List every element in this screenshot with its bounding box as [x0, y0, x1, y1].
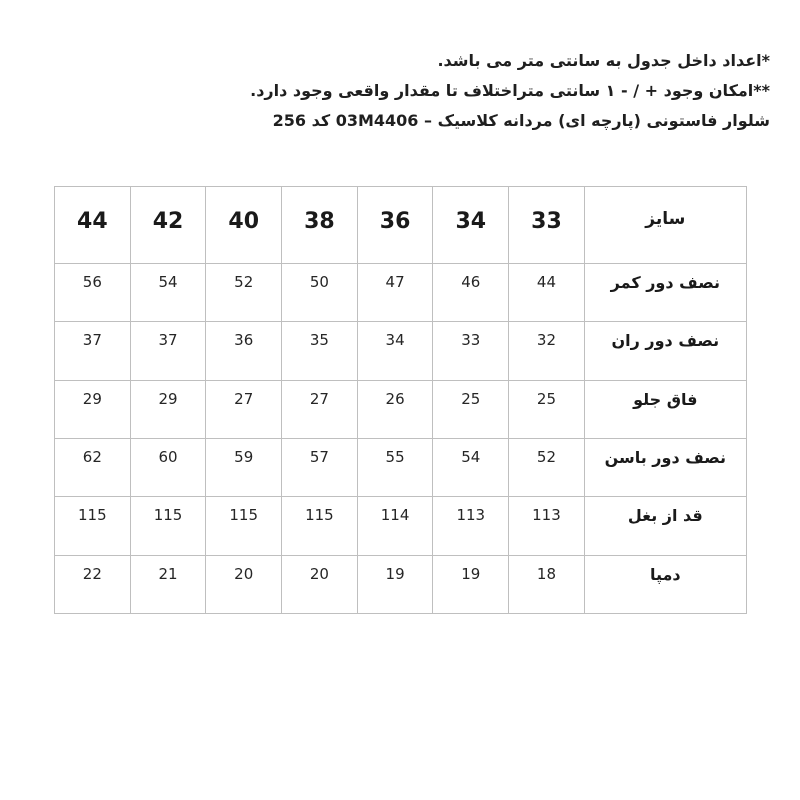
cell-hip-44: 62: [55, 438, 131, 496]
cell-leg-40: 20: [206, 555, 282, 613]
notes-block: [30, 46, 770, 136]
cell-length-34: 113: [433, 497, 509, 555]
cell-length-44: 115: [55, 497, 131, 555]
cell-leg-36: 19: [357, 555, 433, 613]
cell-waist-33: 44: [509, 264, 585, 322]
cell-waist-36: 47: [357, 264, 433, 322]
table-row-front-rise: [55, 380, 747, 438]
cell-hip-38: 57: [282, 438, 358, 496]
cell-thigh-34: 33: [433, 322, 509, 380]
cell-thigh-42: 37: [130, 322, 206, 380]
cell-rise-36: 26: [357, 380, 433, 438]
note-tolerance: **امکان وجود + / - ۱ سانتی متراختلاف تا مقدار واقعی وجود دارد.: [250, 81, 770, 100]
header-size-38: 38: [282, 187, 358, 264]
cell-rise-40: 27: [206, 380, 282, 438]
header-size-33: 33: [509, 187, 585, 264]
cell-thigh-33: 32: [509, 322, 585, 380]
cell-waist-40: 52: [206, 264, 282, 322]
cell-length-33: 113: [509, 497, 585, 555]
cell-waist-34: 46: [433, 264, 509, 322]
row-label-half-thigh: نصف دور ران: [584, 322, 746, 380]
product-title: شلوار فاستونی (پارچه ای) مردانه کلاسیک – 03M4406 کد 256: [272, 111, 770, 130]
table-row-thigh: [55, 322, 747, 380]
cell-thigh-40: 36: [206, 322, 282, 380]
note-units: *اعداد داخل جدول به سانتی متر می باشد.: [437, 51, 770, 70]
cell-leg-38: 20: [282, 555, 358, 613]
cell-leg-44: 22: [55, 555, 131, 613]
cell-leg-42: 21: [130, 555, 206, 613]
cell-leg-34: 19: [433, 555, 509, 613]
table-row-hip: [55, 438, 747, 496]
header-size-34: 34: [433, 187, 509, 264]
cell-rise-34: 25: [433, 380, 509, 438]
header-size-36: 36: [357, 187, 433, 264]
cell-hip-40: 59: [206, 438, 282, 496]
cell-thigh-44: 37: [55, 322, 131, 380]
header-size-44: 44: [55, 187, 131, 264]
cell-rise-38: 27: [282, 380, 358, 438]
table-row-side-length: [55, 497, 747, 555]
size-chart-table: [54, 186, 747, 614]
row-label-front-rise: فاق جلو: [584, 380, 746, 438]
row-label-half-waist: نصف دور کمر: [584, 264, 746, 322]
cell-waist-44: 56: [55, 264, 131, 322]
cell-hip-33: 52: [509, 438, 585, 496]
row-label-side-length: قد از بغل: [584, 497, 746, 555]
cell-rise-33: 25: [509, 380, 585, 438]
table-header-row: [55, 187, 747, 264]
cell-hip-42: 60: [130, 438, 206, 496]
row-label-half-hip: نصف دور باسن: [584, 438, 746, 496]
cell-leg-33: 18: [509, 555, 585, 613]
cell-thigh-36: 34: [357, 322, 433, 380]
table-row-waist: [55, 264, 747, 322]
header-size-label: سایز: [584, 187, 746, 264]
cell-length-38: 115: [282, 497, 358, 555]
row-label-leg-opening: دمپا: [584, 555, 746, 613]
cell-thigh-38: 35: [282, 322, 358, 380]
cell-hip-36: 55: [357, 438, 433, 496]
header-size-42: 42: [130, 187, 206, 264]
cell-length-36: 114: [357, 497, 433, 555]
cell-waist-42: 54: [130, 264, 206, 322]
cell-rise-42: 29: [130, 380, 206, 438]
cell-length-42: 115: [130, 497, 206, 555]
cell-length-40: 115: [206, 497, 282, 555]
table-row-leg-opening: [55, 555, 747, 613]
header-size-40: 40: [206, 187, 282, 264]
cell-waist-38: 50: [282, 264, 358, 322]
cell-hip-34: 54: [433, 438, 509, 496]
cell-rise-44: 29: [55, 380, 131, 438]
